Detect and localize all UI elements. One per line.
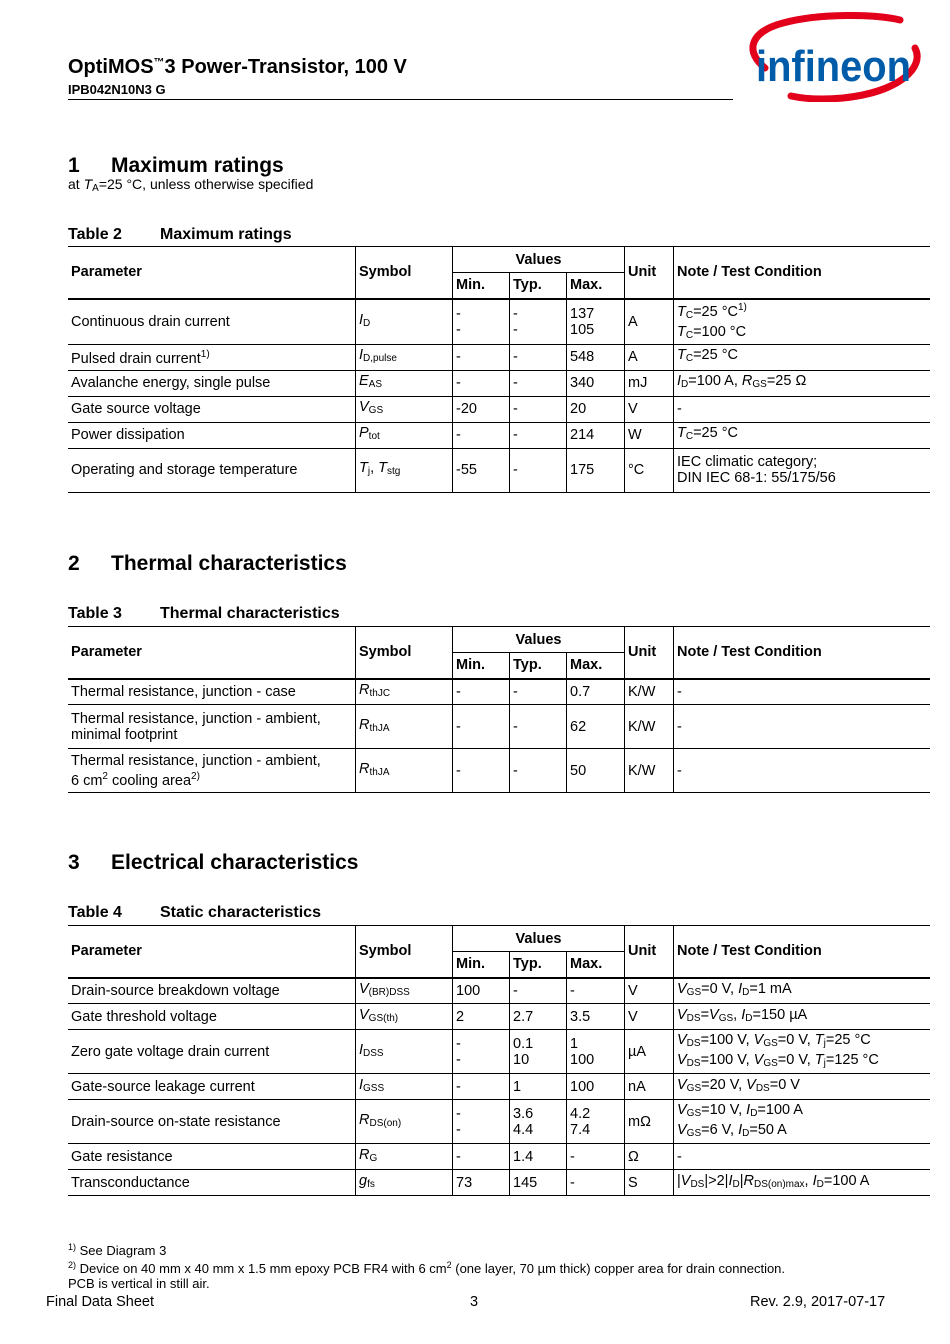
col-header-parameter: Parameter [68,247,356,299]
table-3-caption: Table 3 Thermal characteristics [68,605,340,622]
footer-page-number: 3 [470,1294,479,1310]
col-header-unit: Unit [625,247,674,299]
part-number: IPB042N10N3 G [68,82,166,97]
table-row: Drain-source breakdown voltage $V_{(BR)DSS}$ 100 - - V $V_{GS}=0$ V, $I_D=1$ mA [68,978,930,1004]
table-row: Continuous drain current $I_D$ - - - - 137 105 A $T_C=25$ $^\circ C^{1)}$ $T_C=100$ °C [68,299,930,345]
table-row: Avalanche energy, single pulse $E_{AS}$ - - 340 mJ $I_D=100$ A, $R_{GS}=25$ Ω [68,370,930,396]
footnotes [68,1240,785,1291]
table-row: Gate resistance $R_G$ - 1.4 - Ω - [68,1144,930,1170]
table-2-caption: Table 2 Maximum ratings [68,226,292,243]
table-row: Transconductance $g_{fs}$ 73 145 - S $|V_{DS}|>2|I_D|R_{DS(on)max}$, $I_D=100$ A [68,1170,930,1196]
table-row: Thermal resistance, junction - case $R_{thJC}$ - - 0.7 K/W - [68,679,930,705]
table-row: Zero gate voltage drain current $I_{DSS}$ - - 0.1 10 1 100 µA $V_{DS}=100$ V, $V_{GS}=0$ V, $T_j=25$ °C $V_{DS}=100$ V, $V_{GS}=0$ V, $T_j=125$ °C [68,1030,930,1074]
thermal-characteristics-table: Parameter Symbol Values Unit Note / Test Condition Min. Typ. Max. Thermal resistance, junction - case $R_{thJC}$ - - 0.7 K/W - Thermal resistance, junction - ambient, minimal footprint $R_{thJA}$ - - 62 K/W - Thermal resistance, junction - ambient, 6 $cm^2$ cooling area$^{2)}$ $R_{thJA}$ - - 50 K/W - [68,626,930,793]
col-header-min: Min. [453,273,510,299]
table-row: Gate threshold voltage $V_{GS(th)}$ 2 2.7 3.5 V $V_{DS}=V_{GS}$, $I_D=150$ µA [68,1004,930,1030]
footnote-1: $^{1)}$ See Diagram 3 [68,1242,167,1258]
table-4-caption: Table 4 Static characteristics [68,904,321,921]
table-row: Power dissipation $P_{tot}$ - - 214 W $T_C=25$ °C [68,422,930,448]
section-heading-2: 2 Thermal characteristics [68,552,347,575]
table-row: Operating and storage temperature $T_j$, $T_{stg}$ -55 - 175 °C IEC climatic category; DIN IEC 68-1: 55/175/56 [68,448,930,492]
col-header-symbol: Symbol [356,247,453,299]
col-header-values: Values [453,247,625,273]
section-heading-3: 3 Electrical characteristics [68,851,359,874]
document-title: OptiMOS™3 Power-Transistor, 100 V [68,56,407,78]
table-row: Thermal resistance, junction - ambient, minimal footprint $R_{thJA}$ - - 62 K/W - [68,705,930,749]
table-row: Pulsed drain current$^{1)}$ $I_{D,pulse}$ - - 548 A $T_C=25$ °C [68,344,930,370]
section-1-note: at $T_A=25$ °C, unless otherwise specified [68,176,314,194]
header-rule [68,99,733,100]
maximum-ratings-table [68,246,930,493]
svg-text:infineon: infineon [756,42,911,91]
col-header-max: Max. [567,273,625,299]
table-row: Gate-source leakage current $I_{GSS}$ - 1 100 nA $V_{GS}=20$ V, $V_{DS}=0$ V [68,1074,930,1100]
section-heading-1: 1 Maximum ratings [68,154,284,177]
table-row: Thermal resistance, junction - ambient, 6 $cm^2$ cooling area$^{2)}$ $R_{thJA}$ - - 50 K/W - [68,749,930,793]
static-characteristics-table: Parameter Symbol Values Unit Note / Test Condition Min. Typ. Max. Drain-source breakdown voltage $V_{(BR)DSS}$ 100 - - V $V_{GS}=0$ V, $I_D=1$ mA Gate threshold voltage $V_{GS(th)}$ 2 2.7 3.5 V $V_{DS}=V_{GS}$, $I_D=150$ µA Zero gate voltage drain current $I_{DSS}$ - - 0.1 10 1 100 µA $V_{DS}=100$ V, $V_{GS}=0$ V, $T_j=25$ °C $V_{DS}=100$ V, $V_{GS}=0$ V, $T_j=125$ °C Gate-source leakage current $I_{GSS}$ - 1 100 nA $V_{GS}=20$ V, $V_{DS}=0$ V Drain-source on-state resistance $R_{DS(on)}$ - - 3.6 4.4 4.2 7.4 mΩ $V_{GS}=10$ V, $I_D=100$ A $V_{GS}=6$ V, $I_D=50$ A Gate resistance $R_G$ - 1.4 - Ω - Transconductance $g_{fs}$ 73 145 - S $|V_{DS}|>2|I_D|R_{DS(on)max}$, $I_D=100$ A [68,925,930,1196]
footnote-2-cont: PCB is vertical in still air. [68,1276,210,1291]
footnote-2: $^{2)}$ Device on 40 mm x 40 mm x 1.5 mm epoxy PCB FR4 with 6 cm$^2$ (one layer, 70 µm thick) copper area for drain connection. [68,1260,786,1276]
infineon-logo [725,12,930,107]
col-header-typ: Typ. [510,273,567,299]
footer-doc-type: Final Data Sheet [46,1294,155,1310]
footer-revision: Rev. 2.9, 2017-07-17 [750,1294,886,1310]
col-header-note: Note / Test Condition [674,247,931,299]
table-row: Gate source voltage $V_{GS}$ -20 - 20 V - [68,396,930,422]
table-row: Drain-source on-state resistance $R_{DS(on)}$ - - 3.6 4.4 4.2 7.4 mΩ $V_{GS}=10$ V, $I_D=100$ A $V_{GS}=6$ V, $I_D=50$ A [68,1100,930,1144]
